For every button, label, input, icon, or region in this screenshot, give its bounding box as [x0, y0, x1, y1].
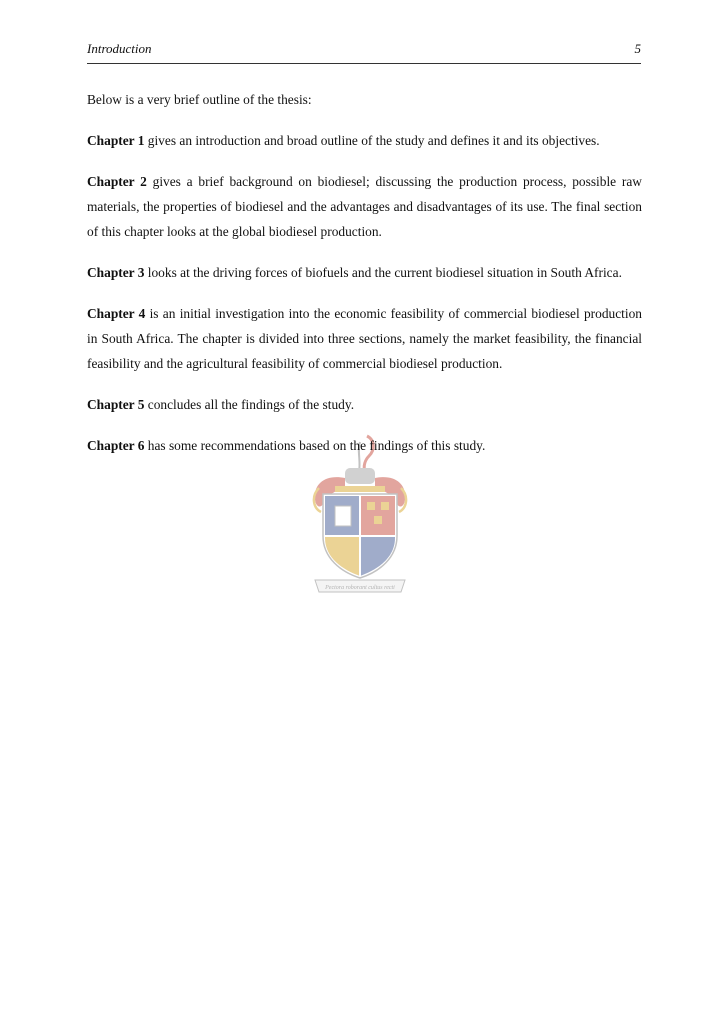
main-text: [87, 87, 642, 474]
chapter-2-text: gives a brief background on biodiesel; discussing the production process, possible raw materials, the properties of biodiesel and the advantages and disadvantages of its use. The final section of this chapter looks at the global biodiesel production.: [87, 174, 642, 239]
motto-text: Pectora roborant cultus recti: [325, 585, 395, 591]
chapter-6-text: has some recommendations based on the findings of this study.: [144, 438, 486, 453]
chapter-5-text: concludes all the findings of the study.: [144, 397, 355, 412]
chapter-4-paragraph: [87, 301, 642, 376]
chapter-1-paragraph: [87, 128, 642, 153]
shield-check: [381, 502, 389, 510]
chapter-6-label: Chapter 6: [87, 438, 145, 453]
chapter-2-label: Chapter 2: [87, 174, 147, 189]
header-section-title: Introduction: [87, 41, 152, 56]
header-page-number: 5: [634, 41, 641, 56]
header-rule: [87, 63, 641, 64]
chapter-5-label: Chapter 5: [87, 397, 145, 412]
crest-torse: [335, 486, 385, 492]
chapter-1-label: Chapter 1: [87, 133, 145, 148]
chapter-3-label: Chapter 3: [87, 265, 145, 280]
intro-paragraph: Below is a very brief outline of the thesis:: [87, 92, 312, 107]
chapter-6-paragraph: [87, 433, 642, 458]
running-header: [87, 41, 641, 57]
shield-check: [374, 516, 382, 524]
chapter-4-label: Chapter 4: [87, 306, 146, 321]
shield-book-emblem: [335, 506, 351, 526]
chapter-2-paragraph: [87, 169, 642, 244]
chapter-1-text: gives an introduction and broad outline of the study and defines it and its objectives.: [144, 133, 600, 148]
chapter-3-text: looks at the driving forces of biofuels and the current biodiesel situation in South Africa.: [144, 265, 622, 280]
chapter-3-paragraph: [87, 260, 642, 285]
chapter-5-paragraph: [87, 392, 642, 417]
chapter-4-text: is an initial investigation into the economic feasibility of commercial biodiesel production in South Africa. The chapter is divided into three sections, namely the market feasibility, the financial feasibility and the agricultural feasibility of commercial biodiesel production.: [87, 306, 642, 371]
shield-check: [367, 502, 375, 510]
